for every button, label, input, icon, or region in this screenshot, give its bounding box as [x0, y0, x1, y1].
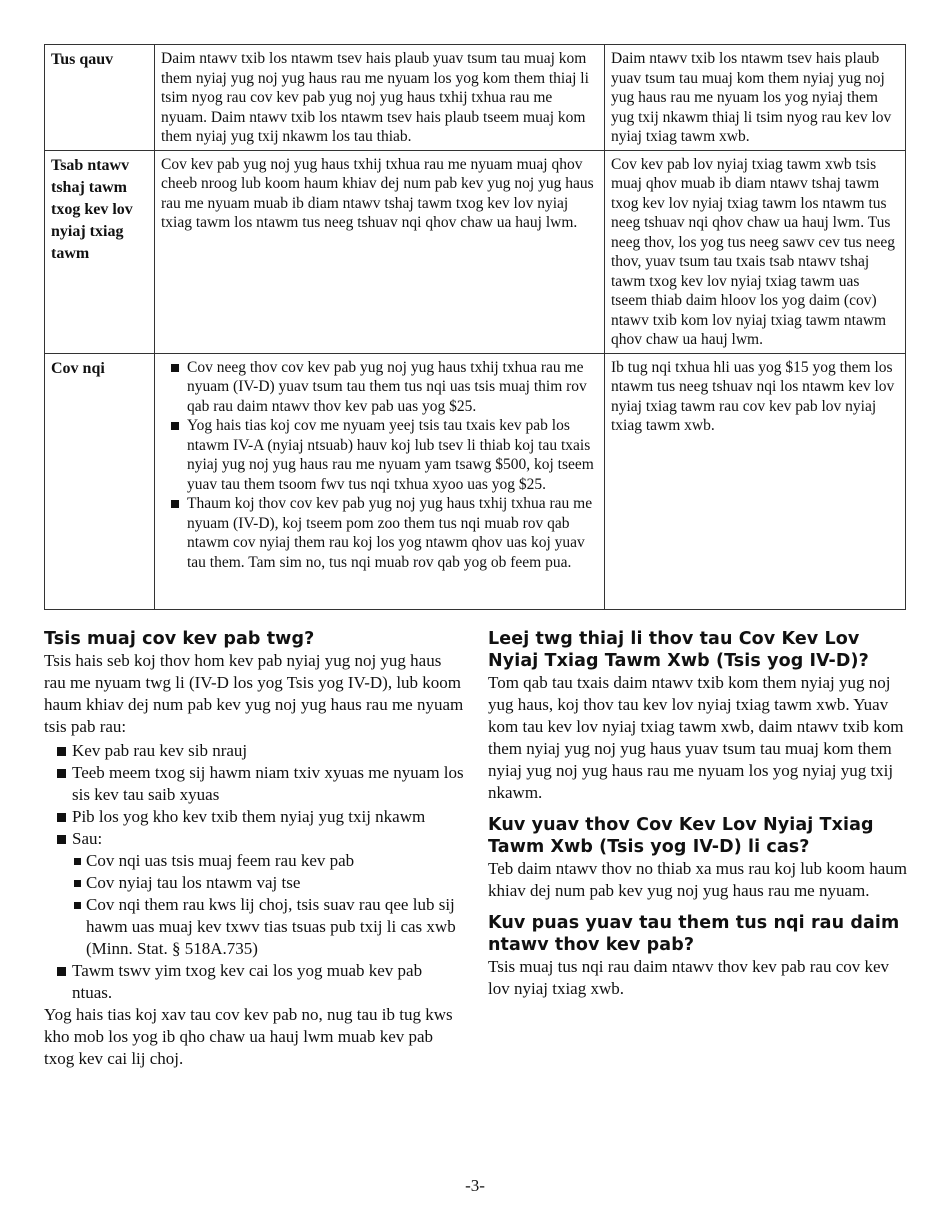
section: [488, 912, 908, 1000]
paragraph: Tsis hais seb koj thov hom kev pab nyiaj yug noj yug haus rau me nyuam twg li (IV-D los yog Tsis yog IV-D), lub koom haum khiav dej num pab kev yug noj yug haus rau me nyuam tsis pab rau:: [44, 651, 464, 736]
sub-list: [72, 850, 464, 960]
left-column: [44, 628, 464, 1070]
table-cell-ivd: Cov kev pab yug noj yug haus txhij txhua rau me nyuam muaj qhov cheeb nroog lub koom haum khiav dej num pab kev yug noj yug haus rau me nyuam muab ib diam ntawv tshaj tawm txog kev lov nyiaj txiag tawm los ntawm tus neeg tshuav nqi qhov chaw ua hauj lwm.: [155, 150, 605, 353]
list-item: Cov neeg thov cov kev pab yug noj yug haus txhij txhua rau me nyuam (IV-D) yuav tsum tau them tus nqi uas tsis muaj thim rov qab rau daim ntawv thov kev pab uas yog $25.: [187, 358, 598, 417]
section-heading: Tsis muaj cov kev pab twg?: [44, 629, 315, 649]
list-item: Teeb meem txog sij hawm niam txiv xyuas me nyuam los sis kev tau saib xyuas: [72, 763, 464, 804]
page-number: -3-: [465, 1176, 485, 1195]
table-cell-ivd: [155, 353, 605, 609]
paragraph: Yog hais tias koj xav tau cov kev pab no, nug tau ib tug kws kho mob los yog ib qho chaw ua hauj lwm muab kev pab txog kev cai lij choj.: [44, 1005, 453, 1068]
table-row: [45, 45, 906, 151]
table-cell-non-ivd: Daim ntawv txib los ntawm tsev hais plaub yuav tsum tau muaj kom them nyiaj yug noj yug haus rau me nyuam los yog nyiaj them yug txij nkawm thiaj li tsim nyog rau kev lov nyiaj txiag tawm xwb.: [605, 45, 906, 151]
list-item: Cov nqi uas tsis muaj feem rau kev pab: [86, 850, 464, 872]
section-heading: Kuv yuav thov Cov Kev Lov Nyiaj Txiag Tawm Xwb (Tsis yog IV-D) li cas?: [488, 815, 874, 857]
row-header: Cov nqi: [45, 353, 155, 609]
section-heading: Kuv puas yuav tau them tus nqi rau daim ntawv thov kev pab?: [488, 913, 900, 955]
section: [488, 814, 908, 902]
table-row: [45, 150, 906, 353]
list-item-label: Sau:: [72, 829, 103, 848]
list-item: Kev pab rau kev sib nrauj: [72, 740, 464, 762]
paragraph: Tsis muaj tus nqi rau daim ntawv thov kev pab rau cov kev lov nyiaj txiag xwb.: [488, 957, 890, 998]
table-cell-non-ivd: Cov kev pab lov nyiaj txiag tawm xwb tsis muaj qhov muab ib diam ntawv tshaj tawm txog kev lov nyiaj txiag tawm los ntawm tus neeg tshuav nqi qhov chaw ua hauj lwm. Tus neeg thov, los yog tus neeg sawv cev tus neeg thov, yuav tsum tau txais tsab ntawv tshaj tawm txog kev lov nyiaj txiag tawm uas tseem thiab daim hloov los yog daim (cov) ntawv txib kom lov nyiaj txiag tawm ntawm qhov chaw ua hauj lwm.: [605, 150, 906, 353]
table-cell-ivd: Daim ntawv txib los ntawm tsev hais plaub yuav tsum tau muaj kom them nyiaj yug noj yug haus rau me nyuam los yog kom them thiaj li tsim nyog rau cov kev pab yug noj yug haus txhij txhua rau me nyuam. Daim ntawv txib los ntawm tsev hais plaub tseem muaj kom them nyiaj yug txij nkawm los tau thiab.: [155, 45, 605, 151]
table-row: [45, 353, 906, 609]
list-item: Cov nyiaj tau los ntawm vaj tse: [86, 872, 464, 894]
table-cell-non-ivd: Ib tug nqi txhua hli uas yog $15 yog them los ntawm tus neeg tshuav nqi los ntawm kev lov nyiaj txiag tawm rau cov kev pab lov nyiaj txiag tawm xwb.: [605, 353, 906, 609]
list-item: Pib los yog kho kev txib them nyiaj yug txij nkawm: [72, 806, 464, 828]
services-list: [44, 740, 464, 1004]
list-item: [72, 828, 464, 960]
list-item: Yog hais tias koj cov me nyuam yeej tsis tau txais kev pab los ntawm IV-A (nyiaj ntsuab) hauv koj lub tsev li thiab koj tau txais nyiaj yug noj yug haus rau me nyuam yam tsawg $500, koj tseem yuav tau them tsoom fwv tus nqi txhua xyoo uas yog $25.: [187, 416, 598, 494]
comparison-table: [44, 44, 906, 610]
section: [488, 628, 908, 804]
row-header: Tsab ntawv tshaj tawm txog kev lov nyiaj txiag tawm: [45, 150, 155, 353]
list-item: Thaum koj thov cov kev pab yug noj yug haus txhij txhua rau me nyuam (IV-D), koj tseem pom zoo them tus nqi muab rov qab ntawm cov nyiaj them rau koj los yog ntawm qhov uas koj yuav tau them. Tam sim no, tus nqi muab rov qab yog ob feem pua.: [187, 494, 598, 572]
paragraph: Teb daim ntawv thov no thiab xa mus rau koj lub koom haum khiav dej num pab kev yug noj yug haus rau me nyuam.: [488, 859, 908, 900]
row-header: Tus qauv: [45, 45, 155, 151]
right-column: [488, 628, 908, 1010]
list-item: Cov nqi them rau kws lij choj, tsis suav rau qee lub sij hawm uas muaj kev txwv tias tsuas pub txij li cas xwb (Minn. Stat. § 518A.735): [86, 894, 464, 960]
fees-list: [161, 358, 598, 573]
section-heading: Leej twg thiaj li thov tau Cov Kev Lov Nyiaj Txiag Tawm Xwb (Tsis yog IV-D)?: [488, 629, 869, 671]
paragraph: Tom qab tau txais daim ntawv txib kom them nyiaj yug noj yug haus, koj thov tau kev lov nyiaj txiag tawm xwb. Yuav kom tau kev lov nyiaj txiag tawm xwb, daim ntawv txib kom them nyiaj yug noj yug haus yuav tsum tau muaj kom them nyiaj yug noj yug haus rau me nyuam los yog nyiaj yug txij nkawm.: [488, 673, 904, 802]
list-item: Tawm tswv yim txog kev cai los yog muab kev pab ntuas.: [72, 960, 464, 1004]
